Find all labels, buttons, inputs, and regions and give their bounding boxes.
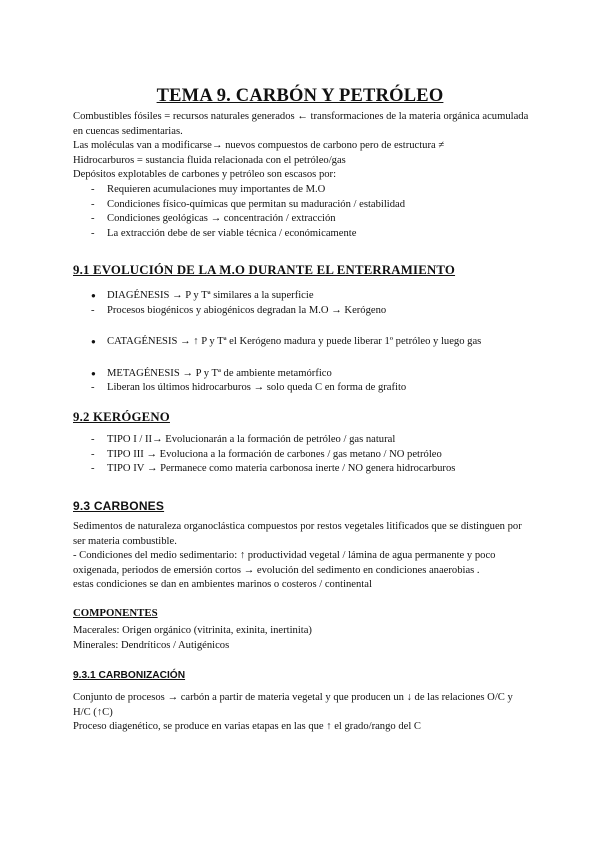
list-item: - TIPO I / II→ Evolucionarán a la formación de petróleo / gas natural bbox=[73, 433, 533, 448]
bullet-dot-icon: ● bbox=[91, 337, 96, 347]
dash-marker: - bbox=[91, 183, 95, 195]
list-item: - TIPO IV → Permanece como materia carbonosa inerte / NO genera hidrocarburos bbox=[73, 462, 533, 477]
list-item: - Condiciones físico-químicas que permitan su maduración / estabilidad bbox=[73, 198, 533, 213]
page-title: TEMA 9. CARBÓN Y PETRÓLEO bbox=[156, 86, 444, 107]
section-heading-9-1: 9.1 EVOLUCIÓN DE LA M.O DURANTE EL ENTERRAMIENTO bbox=[73, 263, 456, 277]
paragraph: - Condiciones del medio sedimentario: ↑ productividad vegetal / lámina de agua permanente y poco oxigenada, periodos de emersión cortos → evolución del sedimento en condiciones anaerobias . bbox=[73, 550, 496, 576]
components-body bbox=[73, 624, 533, 653]
section-9-2-body bbox=[73, 433, 533, 477]
dash-marker: - bbox=[91, 382, 95, 394]
paragraph: Minerales: Dendríticos / Autigénicos bbox=[73, 639, 230, 651]
components-heading: COMPONENTES bbox=[73, 607, 158, 619]
paragraph: Proceso diagenético, se produce en varias etapas en las que ↑ el grado/rango del C bbox=[73, 721, 421, 733]
section-9-3-1-body bbox=[73, 691, 533, 735]
section-heading-9-3: 9.3 CARBONES bbox=[73, 499, 165, 513]
list-item: ● CATAGÉNESIS → ↑ P y Tª el Kerógeno madura y puede liberar 1º petróleo y luego gas bbox=[73, 335, 533, 350]
bullet-dot-icon: ● bbox=[91, 368, 96, 378]
intro-line: Las moléculas van a modificarse→ nuevos compuestos de carbono pero de estructura ≠ bbox=[73, 140, 445, 152]
dash-marker: - bbox=[91, 434, 95, 445]
intro-line: Depósitos explotables de carbones y petróleo son escasos por: bbox=[73, 169, 337, 181]
list-item: - Condiciones geológicas → concentración / extracción bbox=[73, 212, 533, 227]
list-item: - Requieren acumulaciones muy importantes de M.O bbox=[73, 183, 533, 198]
dash-marker: - bbox=[91, 448, 95, 460]
section-9-1-body bbox=[73, 289, 533, 396]
dash-marker: - bbox=[91, 227, 95, 239]
list-item: - TIPO III → Evoluciona a la formación de carbones / gas metano / NO petróleo bbox=[73, 448, 533, 463]
intro-line: Hidrocarburos = sustancia fluida relacionada con el petróleo/gas bbox=[73, 154, 346, 166]
intro-line: Combustibles fósiles = recursos naturales generados ← transformaciones de la materia orgánica acumulada en cuencas sedimentarias. bbox=[73, 111, 529, 137]
intro-bullet-list bbox=[73, 183, 533, 241]
paragraph: Sedimentos de naturaleza organoclástica compuestos por restos vegetales litificados que se distinguen por ser materia combustible. bbox=[73, 521, 522, 547]
list-item: ● METAGÉNESIS → P y Tª de ambiente metamórfico bbox=[73, 367, 533, 382]
paragraph: Conjunto de procesos → carbón a partir de materia vegetal y que producen un ↓ de las relaciones O/C y H/C (↑C) bbox=[73, 692, 513, 718]
dash-marker: - bbox=[91, 198, 95, 210]
section-heading-9-3-1: 9.3.1 CARBONIZACIÓN bbox=[73, 670, 186, 681]
list-item: - Liberan los últimos hidrocarburos → solo queda C en forma de grafito bbox=[73, 381, 533, 396]
section-9-3-body bbox=[73, 520, 533, 593]
list-item: ● DIAGÉNESIS → P y Tª similares a la superficie bbox=[73, 289, 533, 304]
dash-marker: - bbox=[91, 304, 95, 316]
section-heading-9-2: 9.2 KERÓGENO bbox=[73, 410, 170, 424]
intro-section bbox=[73, 110, 533, 241]
paragraph: estas condiciones se dan en ambientes marinos o costeros / continental bbox=[73, 579, 372, 591]
list-item: - Procesos biogénicos y abiogénicos degradan la M.O → Kerógeno bbox=[73, 304, 533, 319]
list-item: - La extracción debe de ser viable técnica / económicamente bbox=[73, 227, 533, 242]
dash-marker: - bbox=[91, 213, 95, 225]
bullet-dot-icon: ● bbox=[91, 291, 96, 300]
paragraph: Macerales: Origen orgánico (vitrinita, exinita, inertinita) bbox=[73, 625, 312, 636]
dash-marker: - bbox=[91, 463, 95, 475]
